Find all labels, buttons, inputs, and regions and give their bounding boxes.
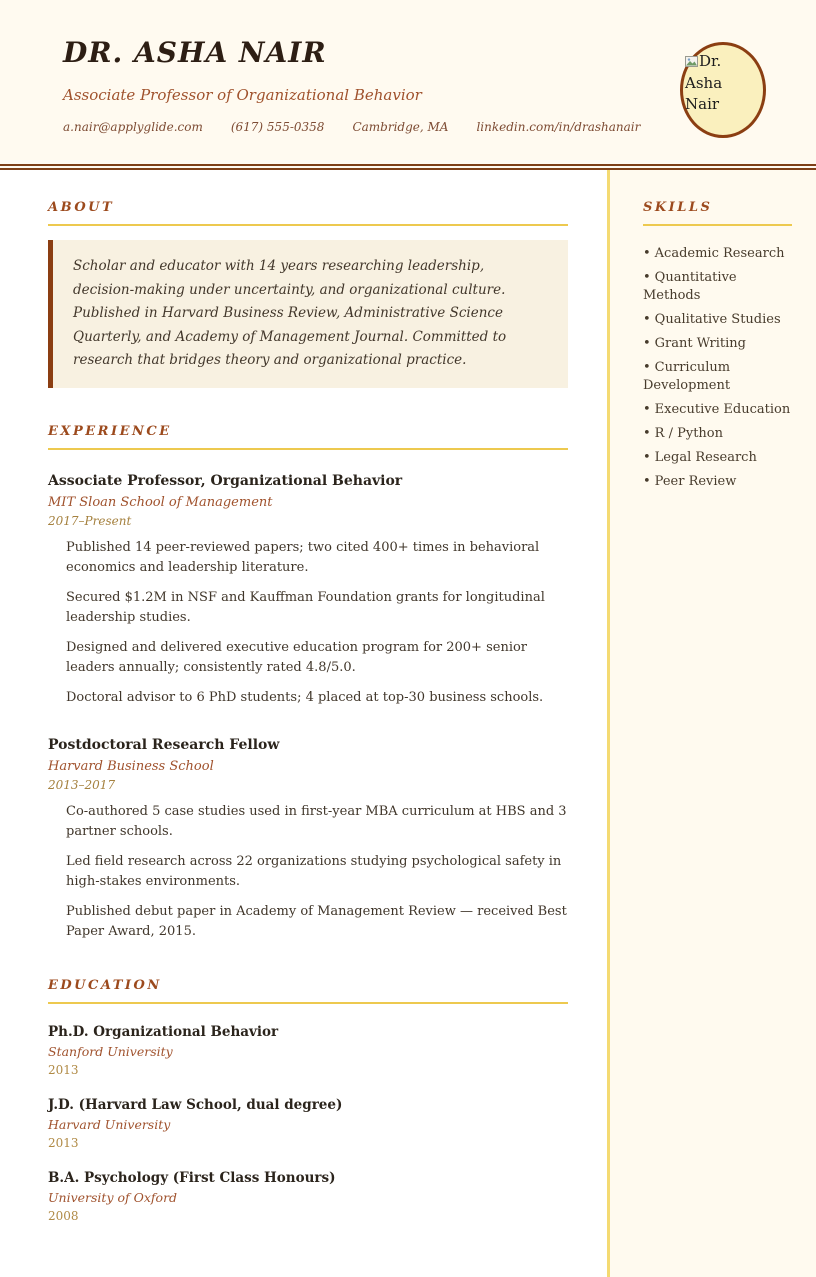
about-section: [48, 200, 568, 388]
job-bullet: Led field research across 22 organizations studying psychological safety in high-stakes environments.: [66, 853, 562, 889]
header: [0, 0, 816, 170]
skill-item: • Executive Education: [643, 402, 791, 417]
skill-item: • R / Python: [643, 426, 723, 441]
job-dates: 2017–Present: [48, 513, 132, 528]
education-heading: EDUCATION: [48, 977, 162, 993]
contact-email: a.nair@applyglide.com: [63, 120, 203, 134]
experience-entry: [48, 736, 568, 942]
education-section: [48, 978, 568, 1223]
job-bullet: Doctoral advisor to 6 PhD students; 4 placed at top-30 business schools.: [66, 689, 544, 705]
skill-item: • Qualitative Studies: [643, 312, 781, 327]
job-bullet: Co-authored 5 case studies used in first-year MBA curriculum at HBS and 3 partner schools.: [66, 803, 567, 839]
photo-alt-text: Dr. Asha Nair: [685, 52, 723, 113]
skill-item: • Academic Research: [643, 246, 785, 261]
skills-rule: [643, 224, 792, 226]
job-bullet: Published 14 peer-reviewed papers; two cited 400+ times in behavioral economics and leadership literature.: [66, 539, 540, 575]
education-rule: [48, 1002, 568, 1004]
job-bullet: Secured $1.2M in NSF and Kauffman Foundation grants for longitudinal leadership studies.: [66, 589, 545, 625]
content-columns: [0, 170, 816, 1277]
page-title: DR. ASHA NAIR: [63, 36, 327, 69]
sidebar-column: [607, 170, 816, 1277]
job-organization: Harvard Business School: [48, 758, 214, 774]
degree-school: University of Oxford: [48, 1189, 178, 1205]
degree-year: 2008: [48, 1208, 79, 1223]
education-entry: [48, 1024, 568, 1077]
experience-rule: [48, 448, 568, 450]
broken-image-icon: [685, 52, 698, 73]
experience-section: [48, 424, 568, 942]
education-entry: [48, 1097, 568, 1150]
degree-title: B.A. Psychology (First Class Honours): [48, 1169, 336, 1186]
skill-item: • Curriculum Development: [643, 360, 731, 393]
contact-location: Cambridge, MA: [352, 120, 449, 134]
skill-item: • Peer Review: [643, 474, 737, 489]
degree-school: Stanford University: [48, 1043, 173, 1059]
degree-title: J.D. (Harvard Law School, dual degree): [48, 1096, 343, 1113]
contact-phone: (617) 555-0358: [230, 120, 325, 134]
profile-photo-placeholder: [680, 42, 766, 138]
job-bullet-list: [48, 538, 568, 708]
about-quote: Scholar and educator with 14 years researching leadership, decision-making under uncertainty, and organizational culture. Published in Harvard Business Review, Administrative Science Quarterly, and Academy of Management Journal. Committed to research that bridges theory and organizational practice.: [48, 240, 568, 388]
job-organization: MIT Sloan School of Management: [48, 494, 273, 510]
degree-school: Harvard University: [48, 1116, 171, 1132]
job-title: Associate Professor, Organizational Behavior: [48, 472, 403, 489]
contact-row: [63, 120, 766, 135]
professional-title: Associate Professor of Organizational Behavior: [63, 86, 422, 104]
job-title: Postdoctoral Research Fellow: [48, 736, 280, 753]
job-bullet: Published debut paper in Academy of Management Review — received Best Paper Award, 2015.: [66, 903, 567, 939]
skill-item: • Grant Writing: [643, 336, 746, 351]
experience-entry: [48, 472, 568, 708]
skill-item: • Legal Research: [643, 450, 757, 465]
job-bullet: Designed and delivered executive education program for 200+ senior leaders annually; consistently rated 4.8/5.0.: [66, 639, 528, 675]
education-entry: [48, 1170, 568, 1223]
degree-year: 2013: [48, 1062, 79, 1077]
degree-title: Ph.D. Organizational Behavior: [48, 1023, 279, 1040]
job-bullet-list: [48, 802, 568, 942]
skills-list: [643, 245, 792, 491]
experience-heading: EXPERIENCE: [48, 423, 172, 439]
skill-item: • Quantitative Methods: [643, 270, 737, 303]
main-column: [0, 170, 607, 1277]
about-rule: [48, 224, 568, 226]
job-dates: 2013–2017: [48, 777, 116, 792]
degree-year: 2013: [48, 1135, 79, 1150]
about-heading: ABOUT: [48, 200, 115, 215]
skills-heading: SKILLS: [643, 200, 713, 215]
contact-linkedin: linkedin.com/in/drashanair: [476, 120, 641, 134]
